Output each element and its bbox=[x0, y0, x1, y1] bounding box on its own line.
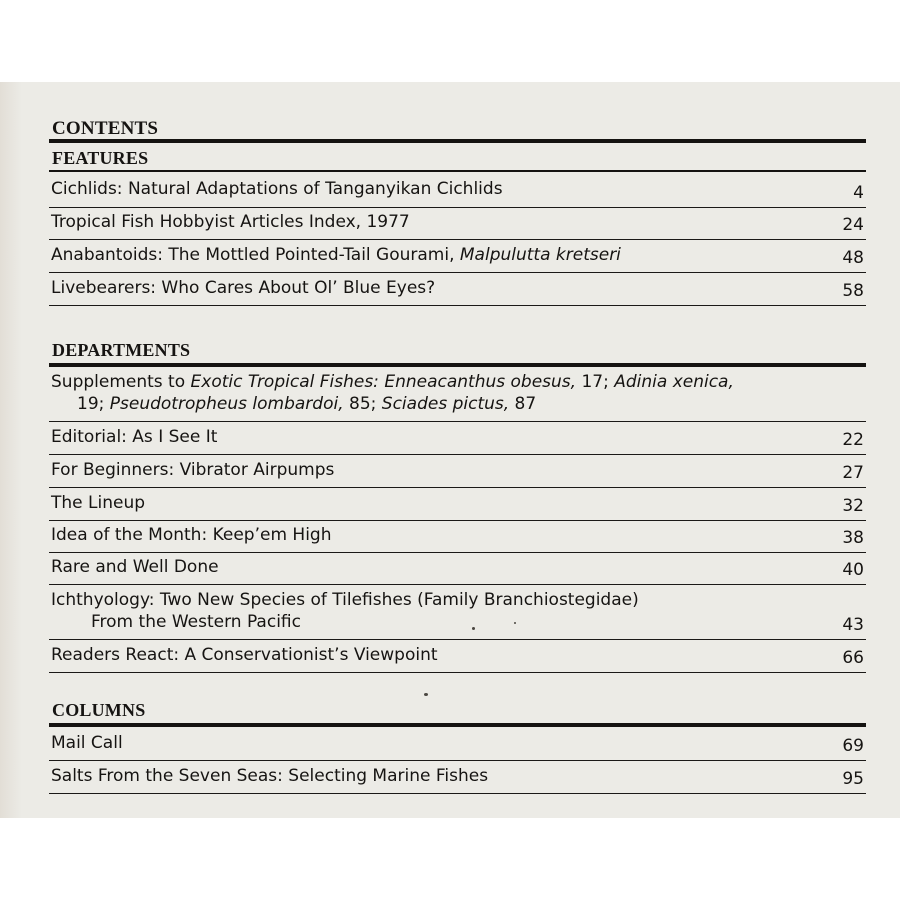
entry-title: Mail Call bbox=[51, 733, 123, 753]
entry-title-line2: From the Western Pacific bbox=[91, 612, 301, 632]
entry-title: Livebearers: Who Cares About Ol’ Blue Eyes? bbox=[51, 278, 436, 298]
print-speck bbox=[514, 622, 516, 624]
toc-entry[interactable] bbox=[49, 277, 866, 306]
departments-heading: DEPARTMENTS bbox=[52, 340, 191, 360]
toc-entry[interactable] bbox=[49, 211, 866, 240]
entry-title: For Beginners: Vibrator Airpumps bbox=[51, 460, 335, 480]
toc-entry[interactable] bbox=[49, 244, 866, 273]
entry-title: Tropical Fish Hobbyist Articles Index, 1977 bbox=[51, 212, 410, 232]
toc-entry[interactable] bbox=[49, 426, 866, 455]
entry-page: 43 bbox=[842, 615, 864, 635]
scanned-page bbox=[0, 82, 900, 818]
toc-entry[interactable] bbox=[49, 178, 866, 208]
entry-title: Salts From the Seven Seas: Selecting Marine Fishes bbox=[51, 766, 489, 786]
entry-title: Cichlids: Natural Adaptations of Tanganyikan Cichlids bbox=[51, 179, 503, 199]
section-rule bbox=[49, 363, 866, 367]
print-speck bbox=[472, 627, 475, 630]
toc-entry-supplements[interactable] bbox=[49, 371, 866, 422]
entry-page: 48 bbox=[842, 248, 864, 268]
toc-entry[interactable] bbox=[49, 492, 866, 521]
toc-entry[interactable] bbox=[49, 644, 866, 673]
entry-title: Rare and Well Done bbox=[51, 557, 219, 577]
entry-page: 95 bbox=[842, 769, 864, 789]
toc-entry[interactable] bbox=[49, 556, 866, 585]
entry-title: Readers React: A Conservationist’s Viewpoint bbox=[51, 645, 438, 665]
print-speck bbox=[424, 693, 428, 696]
section-rule bbox=[49, 139, 866, 143]
entry-page: 38 bbox=[842, 528, 864, 548]
entry-page: 40 bbox=[842, 560, 864, 580]
entry-title: The Lineup bbox=[51, 493, 146, 513]
entry-title-line2: 19; Pseudotropheus lombardoi, 85; Sciades pictus, 87 bbox=[77, 394, 537, 414]
entry-page: 4 bbox=[853, 183, 864, 203]
contents-title: CONTENTS bbox=[52, 118, 159, 139]
entry-page: 66 bbox=[842, 648, 864, 668]
entry-page: 24 bbox=[842, 215, 864, 235]
entry-title: Ichthyology: Two New Species of Tilefishes (Family Branchiostegidae) bbox=[51, 590, 639, 610]
toc-entry[interactable] bbox=[49, 765, 866, 794]
toc-entry[interactable] bbox=[49, 524, 866, 553]
entry-page: 69 bbox=[842, 736, 864, 756]
section-rule bbox=[49, 723, 866, 727]
toc-entry[interactable] bbox=[49, 732, 866, 761]
entry-title: Idea of the Month: Keep’em High bbox=[51, 525, 332, 545]
section-rule bbox=[49, 170, 866, 172]
entry-page: 27 bbox=[842, 463, 864, 483]
entry-page: 32 bbox=[842, 496, 864, 516]
columns-heading: COLUMNS bbox=[52, 700, 146, 720]
entry-page: 58 bbox=[842, 281, 864, 301]
toc-entry[interactable] bbox=[49, 459, 866, 488]
entry-title: Supplements to Exotic Tropical Fishes: Enneacanthus obesus, 17; Adinia xenica, bbox=[51, 372, 734, 392]
features-heading: FEATURES bbox=[52, 148, 149, 168]
entry-title: Editorial: As I See It bbox=[51, 427, 218, 447]
entry-title: Anabantoids: The Mottled Pointed-Tail Gourami, Malpulutta kretseri bbox=[51, 245, 621, 265]
toc-entry[interactable] bbox=[49, 589, 866, 640]
entry-page: 22 bbox=[842, 430, 864, 450]
